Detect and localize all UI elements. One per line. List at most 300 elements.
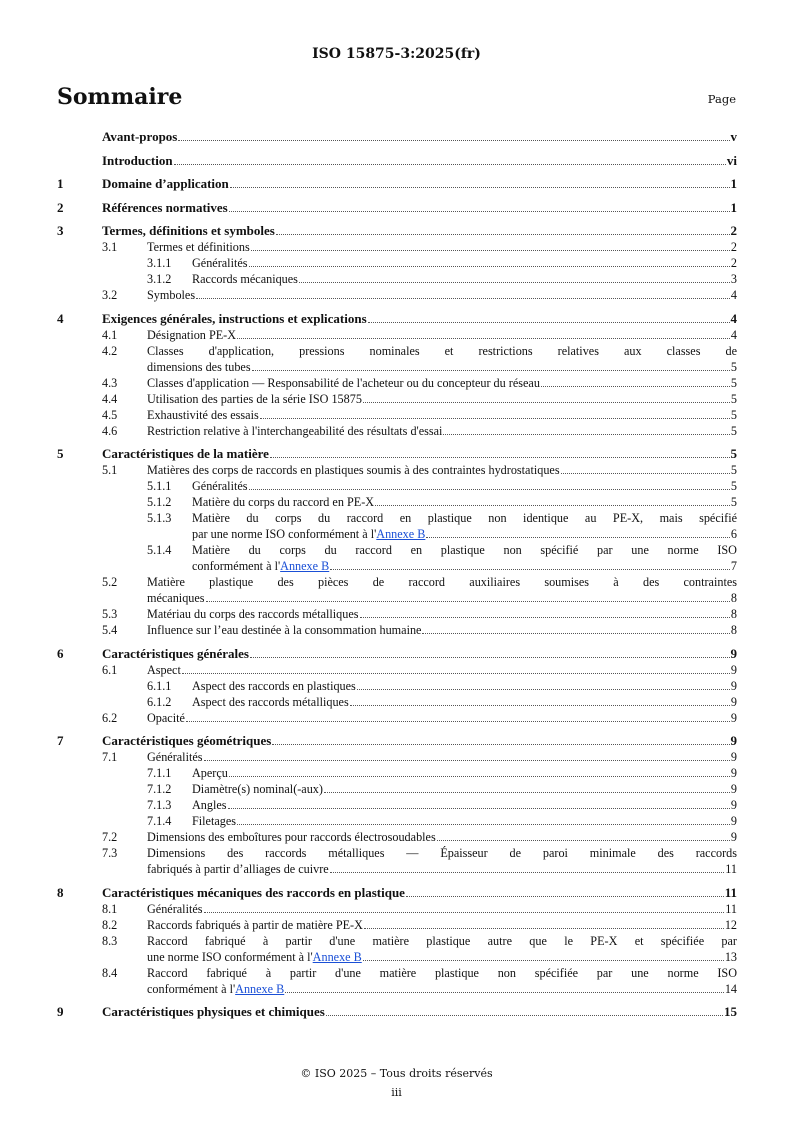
toc-entry-title-text: Désignation PE-X <box>147 327 237 342</box>
toc-entry[interactable] <box>57 678 737 694</box>
dot-leader <box>249 489 730 490</box>
dot-leader <box>561 473 730 474</box>
toc-entry-body <box>147 965 737 997</box>
toc-entry-page: 14 <box>724 981 737 996</box>
toc-entry-title <box>147 949 362 965</box>
toc-entry-title-text: Termes et définitions <box>147 240 250 254</box>
toc-entry-number: 6 <box>57 645 64 661</box>
toc-entry-title <box>147 749 203 765</box>
toc-entry-body <box>147 423 737 439</box>
toc-entry-page: 2 <box>730 240 737 254</box>
toc-entry-title <box>147 407 259 423</box>
toc-entry-title <box>192 797 227 813</box>
toc-entry-number: 7.1.3 <box>147 798 172 812</box>
dot-leader <box>368 322 730 323</box>
toc-entry[interactable] <box>57 223 737 239</box>
toc-entry-number: 3.1.2 <box>147 272 172 286</box>
toc-entry[interactable] <box>57 765 737 781</box>
toc-entry-title <box>147 622 421 638</box>
toc-entry-number: 7.1.2 <box>147 782 172 796</box>
toc-entry[interactable] <box>57 446 737 462</box>
toc-entry-page: 5 <box>730 391 737 406</box>
toc-entry-title <box>192 558 329 574</box>
toc-entry[interactable] <box>57 423 737 439</box>
toc-entry-body <box>102 733 737 749</box>
toc-entry-title <box>147 462 560 478</box>
dot-leader <box>206 601 730 602</box>
toc-entry-number: 4.3 <box>102 375 118 390</box>
toc-entry[interactable] <box>57 845 737 877</box>
toc-entry-page: 7 <box>730 559 737 573</box>
toc-entry-number: 7.1 <box>102 750 118 764</box>
toc-entry-title-line: Matière du corps du raccord en plastique non identique au PE-X, mais spécifié <box>192 511 737 525</box>
toc-entry-title <box>147 359 251 375</box>
toc-entry-title-text: Caractéristiques générales <box>102 645 249 661</box>
toc-entry-body <box>192 478 737 494</box>
toc-entry-title <box>102 446 269 462</box>
dot-leader <box>364 928 724 929</box>
toc-entry-title-text: une norme ISO conformément à l' <box>147 949 313 964</box>
toc-entry-body <box>192 678 737 694</box>
toc-entry-title-text: Références normatives <box>102 199 228 215</box>
dot-leader <box>178 140 729 141</box>
toc-entry-number: 1 <box>57 176 64 191</box>
toc-entry-body <box>147 710 737 726</box>
toc-entry-page: 9 <box>730 645 737 661</box>
toc-entry-body <box>147 901 737 917</box>
toc-entry-title <box>147 606 359 622</box>
toc-entry-title-text: Raccords fabriqués à partir de matière PE-X <box>147 917 363 932</box>
toc-entry[interactable] <box>57 781 737 797</box>
toc-entry-title <box>192 781 323 797</box>
dot-leader <box>237 338 730 339</box>
toc-entry-title-text: conformément à l' <box>147 981 236 996</box>
toc-entry-title-line: Matière plastique des pièces de raccord auxiliaires soumises à des contraintes <box>147 575 737 589</box>
toc-entry-number: 7.2 <box>102 830 118 844</box>
toc-entry-title-text: Filetages <box>192 814 237 828</box>
toc-entry-page: 9 <box>730 830 737 844</box>
toc-entry-title-text: mécaniques <box>147 591 205 605</box>
toc-entry-title <box>147 375 540 391</box>
copyright-footer: © ISO 2025 – Tous droits réservés <box>300 1067 493 1080</box>
toc-entry-title <box>147 710 185 726</box>
toc-entry-page: 11 <box>725 901 737 916</box>
toc-entry-body <box>102 176 737 192</box>
toc-entry-title-text: Classes d'application — Responsabilité de l'acheteur ou du concepteur du réseau <box>147 375 540 390</box>
dot-leader <box>250 657 730 658</box>
toc-entry[interactable] <box>57 510 737 542</box>
toc-entry[interactable] <box>57 885 737 901</box>
toc-entry-page: 4 <box>730 310 737 326</box>
toc-entry-body <box>192 510 737 542</box>
toc-entry-number: 8.1 <box>102 901 118 916</box>
toc-entry[interactable] <box>57 933 737 965</box>
toc-entry-number: 4.6 <box>102 423 118 438</box>
toc-entry-number: 3.1.1 <box>147 256 172 270</box>
toc-entry-title-text: Matière du corps du raccord en PE-X <box>192 495 375 509</box>
toc-entry-body <box>102 223 737 239</box>
toc-entry-body <box>147 327 737 343</box>
dot-leader <box>363 402 730 403</box>
toc-entry[interactable] <box>57 1004 737 1020</box>
dot-leader <box>251 250 730 251</box>
toc-entry-number: 5.1 <box>102 463 118 477</box>
toc-entry-number: 7 <box>57 733 64 748</box>
dot-leader <box>228 808 730 809</box>
toc-entry[interactable] <box>57 542 737 574</box>
toc-entry[interactable] <box>57 327 737 343</box>
toc-entry-title <box>147 391 362 407</box>
toc-entry-title-line: Dimensions des raccords métalliques — Épaisseur de paroi minimale des raccords <box>147 846 737 860</box>
toc-entry[interactable] <box>57 965 737 997</box>
toc-entry-body <box>147 407 737 423</box>
toc-entry-body <box>192 271 737 287</box>
toc-entry[interactable] <box>57 829 737 845</box>
toc-entry-title <box>192 271 298 287</box>
toc-entry-title-line: Matière du corps du raccord en plastique non spécifié par une norme ISO <box>192 543 737 557</box>
toc-entry[interactable] <box>57 239 737 255</box>
toc-entry[interactable] <box>57 749 737 765</box>
dot-leader <box>174 164 726 165</box>
toc-entry-title <box>147 829 436 845</box>
toc-entry-title-text: dimensions des tubes <box>147 359 251 374</box>
toc-entry-title-text: Caractéristiques de la matière <box>102 446 269 461</box>
toc-entry-number: 6.1.2 <box>147 694 172 709</box>
dot-leader <box>350 705 730 706</box>
toc-entry-title-text: Caractéristiques physiques et chimiques <box>102 1004 325 1019</box>
toc-entry-page: 4 <box>730 327 737 342</box>
toc-entry-page: 8 <box>730 591 737 605</box>
toc-entry-page: 11 <box>725 862 737 876</box>
dot-leader <box>229 776 730 777</box>
toc-entry-body <box>147 375 737 391</box>
table-of-contents <box>57 129 737 1020</box>
toc-entry-number: 5.1.4 <box>147 543 172 557</box>
toc-entry-title <box>192 765 228 781</box>
dot-leader <box>276 234 730 235</box>
toc-entry-page: vi <box>726 152 737 168</box>
toc-entry-number: 3 <box>57 223 64 238</box>
toc-entry-title <box>147 981 284 997</box>
toc-entry-title-line: Raccord fabriqué à partir d'une matière plastique non spécifiée par une norme ISO <box>147 965 737 980</box>
dot-leader <box>204 760 730 761</box>
toc-entry-page: 9 <box>730 710 737 725</box>
toc-entry-body <box>102 885 737 901</box>
toc-entry-title-text: Symboles <box>147 288 196 302</box>
toc-entry[interactable] <box>57 574 737 606</box>
toc-entry-body <box>147 662 737 678</box>
toc-entry[interactable] <box>57 662 737 678</box>
toc-entry-title-text: Caractéristiques géométriques <box>102 733 272 748</box>
toc-entry[interactable] <box>57 917 737 933</box>
toc-entry-title <box>192 526 425 542</box>
toc-entry[interactable] <box>57 375 737 391</box>
toc-entry-title <box>102 129 177 145</box>
dot-leader <box>360 617 730 618</box>
toc-entry-body <box>192 255 737 271</box>
toc-entry-body <box>147 933 737 965</box>
toc-entry[interactable] <box>57 271 737 287</box>
toc-entry-body <box>102 200 737 216</box>
toc-entry-body <box>147 287 737 303</box>
toc-entry-page: 6 <box>730 527 737 541</box>
toc-entry-page: 9 <box>730 782 737 796</box>
toc-entry-title-text: Diamètre(s) nominal(-aux) <box>192 782 323 796</box>
toc-entry-body <box>192 797 737 813</box>
dot-leader <box>326 1015 723 1016</box>
toc-entry-title <box>102 885 405 901</box>
toc-entry-page: 9 <box>730 733 737 748</box>
toc-entry-body <box>102 311 737 327</box>
toc-entry-page: 9 <box>730 798 737 812</box>
annex-b-link[interactable]: Annexe B <box>376 527 426 541</box>
toc-entry[interactable] <box>57 710 737 726</box>
dot-leader <box>285 992 724 993</box>
toc-entry-body <box>102 129 737 145</box>
toc-entry[interactable] <box>57 176 737 192</box>
toc-entry-page: 9 <box>730 678 737 693</box>
toc-entry[interactable] <box>57 255 737 271</box>
toc-entry-page: 12 <box>724 917 737 932</box>
toc-entry-number: 8.2 <box>102 917 118 932</box>
toc-entry-number: 5.4 <box>102 623 118 637</box>
toc-entry-title <box>102 153 173 169</box>
toc-entry-title <box>102 1004 325 1020</box>
toc-entry-title <box>147 423 442 439</box>
toc-entry-body <box>147 343 737 375</box>
toc-entry[interactable] <box>57 478 737 494</box>
toc-entry-page: 5 <box>730 359 737 374</box>
toc-entry[interactable] <box>57 646 737 662</box>
toc-entry-number: 7.3 <box>102 846 118 860</box>
toc-entry-number: 4.4 <box>102 391 118 406</box>
toc-entry-title-text: Aperçu <box>192 766 228 780</box>
dot-leader <box>541 386 730 387</box>
dot-leader <box>230 187 730 188</box>
toc-entry-page: 9 <box>730 694 737 709</box>
toc-entry-title <box>147 901 203 917</box>
toc-entry-number: 6.1 <box>102 662 118 677</box>
toc-entry-title-text: Matières des corps de raccords en plastiques soumis à des contraintes hydrostatiques <box>147 463 560 477</box>
toc-entry-page: 3 <box>730 272 737 286</box>
toc-entry-title-text: Aspect des raccords métalliques <box>192 694 349 709</box>
toc-entry-title <box>102 200 228 216</box>
annex-b-link[interactable]: Annexe B <box>312 949 362 964</box>
toc-entry-title <box>102 646 249 662</box>
toc-entry-number: 5.3 <box>102 607 118 621</box>
toc-entry-number: 5.1.1 <box>147 479 172 493</box>
toc-entry-page: 15 <box>724 1004 737 1019</box>
toc-entry-title-text: Aspect des raccords en plastiques <box>192 678 356 693</box>
dot-leader <box>426 537 730 538</box>
toc-entry-number: 4 <box>57 310 64 326</box>
toc-entry[interactable] <box>57 622 737 638</box>
toc-entry-body <box>147 917 737 933</box>
dot-leader <box>204 912 725 913</box>
toc-entry-number: 7.1.1 <box>147 766 172 780</box>
dot-leader <box>229 211 730 212</box>
dot-leader <box>270 457 730 458</box>
dot-leader <box>357 689 730 690</box>
annex-b-link[interactable]: Annexe B <box>235 981 285 996</box>
toc-entry-title-text: conformément à l' <box>192 559 281 573</box>
toc-entry-title-text: Introduction <box>102 152 173 168</box>
toc-entry-title <box>102 223 275 239</box>
toc-entry[interactable] <box>57 343 737 375</box>
toc-entry-body <box>192 494 737 510</box>
toc-entry-page: 5 <box>730 479 737 493</box>
toc-entry-number: 8.3 <box>102 933 118 948</box>
toc-entry-title <box>102 733 271 749</box>
toc-entry-number: 8.4 <box>102 965 118 980</box>
toc-entry-page: 8 <box>730 623 737 637</box>
toc-entry-title-text: par une norme ISO conformément à l' <box>192 527 377 541</box>
toc-entry-body <box>192 813 737 829</box>
toc-entry-number: 3.1 <box>102 240 118 254</box>
toc-entry-title-text: Généralités <box>192 256 248 270</box>
toc-entry[interactable] <box>57 391 737 407</box>
toc-entry[interactable] <box>57 129 737 145</box>
toc-entry-title-text: Restriction relative à l'interchangeabilité des résultats d'essai <box>147 423 443 438</box>
toc-entry-page: 8 <box>730 607 737 621</box>
toc-entry[interactable] <box>57 153 737 169</box>
toc-entry-title <box>147 917 363 933</box>
dot-leader <box>324 792 730 793</box>
toc-entry-number: 3.2 <box>102 288 118 302</box>
toc-entry-number: 4.1 <box>102 327 118 342</box>
toc-entry-title <box>102 311 367 327</box>
page-number: iii <box>391 1086 402 1099</box>
toc-entry-page: 2 <box>730 256 737 270</box>
toc-entry-title-text: Matériau du corps des raccords métalliques <box>147 607 359 621</box>
toc-entry-title-text: Domaine d’application <box>102 176 229 191</box>
toc-entry-page: 5 <box>730 423 737 438</box>
toc-entry-body <box>102 446 737 462</box>
toc-entry-body <box>147 749 737 765</box>
dot-leader <box>375 505 730 506</box>
toc-entry[interactable] <box>57 901 737 917</box>
toc-entry-page: 4 <box>730 288 737 302</box>
toc-entry-body <box>147 606 737 622</box>
dot-leader <box>330 569 730 570</box>
toc-entry-number <box>57 153 102 169</box>
toc-entry-page: 9 <box>730 662 737 677</box>
toc-entry[interactable] <box>57 200 737 216</box>
toc-entry[interactable] <box>57 311 737 327</box>
toc-entry-page: 9 <box>730 814 737 828</box>
toc-entry-body <box>192 781 737 797</box>
dot-leader <box>252 370 730 371</box>
toc-entry-title-text: Dimensions des emboîtures pour raccords électrosoudables <box>147 830 436 844</box>
dot-leader <box>406 896 724 897</box>
toc-entry-number: 9 <box>57 1004 64 1019</box>
toc-entry-body <box>147 829 737 845</box>
dot-leader <box>237 824 730 825</box>
dot-leader <box>182 673 730 674</box>
toc-entry[interactable] <box>57 462 737 478</box>
toc-entry-number: 5.1.2 <box>147 495 172 509</box>
toc-entry-title <box>147 287 195 303</box>
toc-entry-page: 9 <box>730 766 737 780</box>
toc-entry-title-text: Généralités <box>147 750 203 764</box>
dot-leader <box>422 633 729 634</box>
toc-entry[interactable] <box>57 606 737 622</box>
toc-entry-page: 1 <box>730 176 737 191</box>
toc-entry-title-text: Exigences générales, instructions et explications <box>102 310 367 326</box>
toc-entry-page: 5 <box>730 446 737 461</box>
toc-entry-title-text: Avant-propos <box>102 129 178 144</box>
toc-entry-number: 4.5 <box>102 407 118 422</box>
dot-leader <box>260 418 730 419</box>
toc-entry[interactable] <box>57 813 737 829</box>
toc-entry-body <box>147 845 737 877</box>
toc-entry-title <box>192 813 236 829</box>
toc-entry-title <box>102 176 229 192</box>
toc-entry-title <box>147 327 236 343</box>
toc-entry-title <box>192 694 349 710</box>
toc-entry-body <box>147 574 737 606</box>
toc-entry-number: 8 <box>57 884 64 900</box>
toc-entry-body <box>192 542 737 574</box>
toc-entry[interactable] <box>57 407 737 423</box>
toc-entry-title-text: Utilisation des parties de la série ISO 15875 <box>147 391 362 406</box>
toc-entry-body <box>147 239 737 255</box>
toc-entry-number: 7.1.4 <box>147 814 172 828</box>
toc-entry[interactable] <box>57 287 737 303</box>
toc-entry-title-text: Généralités <box>192 479 248 493</box>
page-title: Sommaire <box>57 84 183 110</box>
dot-leader <box>186 721 730 722</box>
toc-entry-body <box>147 391 737 407</box>
annex-b-link[interactable]: Annexe B <box>280 559 330 573</box>
toc-entry-body <box>192 765 737 781</box>
toc-entry-page: 5 <box>730 495 737 509</box>
toc-entry-title-text: Angles <box>192 798 227 812</box>
toc-entry-title-text: Caractéristiques mécaniques des raccords en plastique <box>102 884 405 900</box>
toc-entry-number: 2 <box>57 199 64 215</box>
toc-entry-body <box>147 622 737 638</box>
toc-entry-page: 5 <box>730 375 737 390</box>
dot-leader <box>196 298 730 299</box>
toc-entry-body <box>147 462 737 478</box>
toc-entry-title-text: Aspect <box>147 662 181 677</box>
toc-entry[interactable] <box>57 694 737 710</box>
toc-entry-number: 6.1.1 <box>147 678 172 693</box>
toc-entry-body <box>102 646 737 662</box>
toc-entry-body <box>102 1004 737 1020</box>
toc-entry[interactable] <box>57 733 737 749</box>
toc-entry-body <box>102 153 737 169</box>
toc-entry-number: 4.2 <box>102 343 118 358</box>
toc-entry[interactable] <box>57 494 737 510</box>
toc-entry-title <box>192 494 374 510</box>
dot-leader <box>330 872 725 873</box>
toc-entry-page: 5 <box>730 407 737 422</box>
toc-entry-title <box>192 478 248 494</box>
toc-entry-title <box>192 255 248 271</box>
toc-entry-page: 1 <box>730 199 737 215</box>
toc-entry[interactable] <box>57 797 737 813</box>
toc-entry-title <box>192 678 356 694</box>
toc-entry-title-text: Opacité <box>147 710 185 725</box>
dot-leader <box>363 960 724 961</box>
toc-entry-page: 11 <box>724 884 737 900</box>
toc-entry-title-line: Raccord fabriqué à partir d'une matière plastique autre que le PE-X et spécifiée par <box>147 933 737 948</box>
dot-leader <box>249 266 730 267</box>
toc-entry-page: 9 <box>730 750 737 764</box>
toc-entry-title <box>147 662 181 678</box>
toc-entry-page: 13 <box>724 949 737 964</box>
